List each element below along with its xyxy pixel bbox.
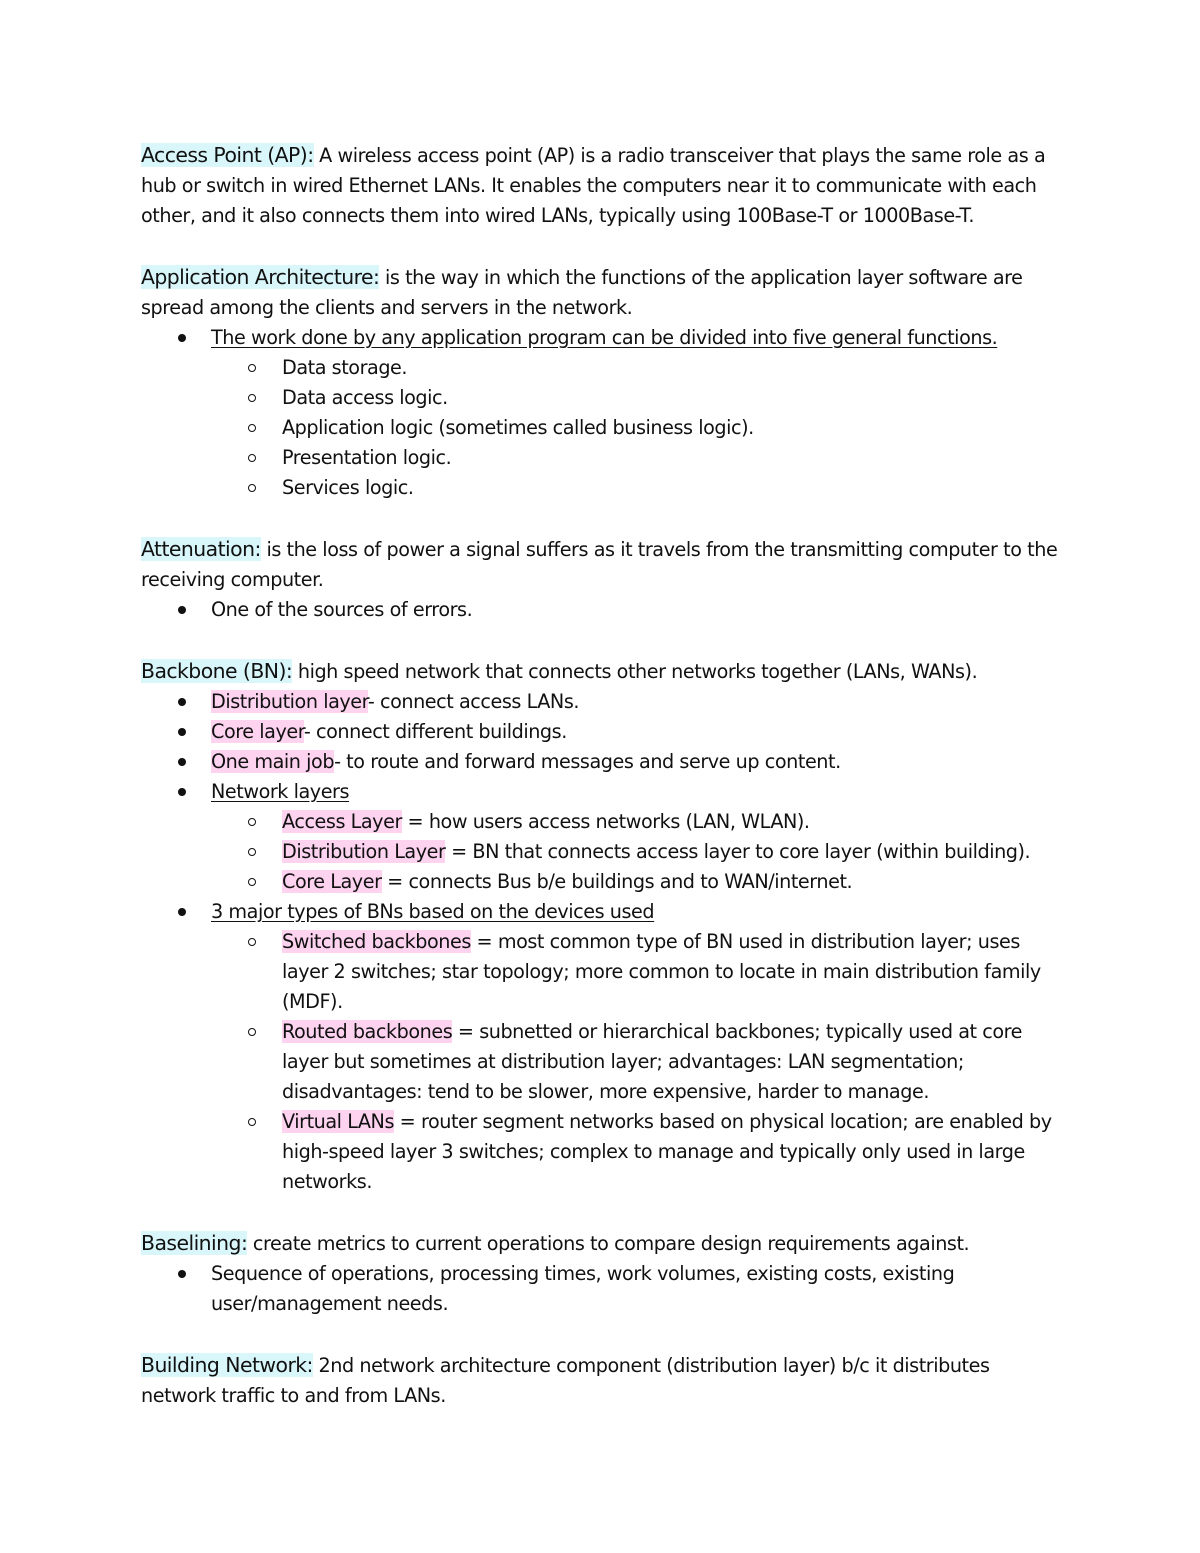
term-name: Application Architecture: [141, 265, 380, 289]
list-item-text: = connects Bus b/e buildings and to WAN/internet. [381, 870, 853, 893]
list-item-text: = BN that connects access layer to core layer (within building). [445, 840, 1031, 863]
list-item-bn-types [141, 897, 1061, 1197]
term-baselining [141, 1228, 1061, 1319]
sub-list-item [282, 837, 1061, 867]
document-page [141, 140, 1061, 1442]
term-application-architecture [141, 262, 1061, 503]
list-item-text: = most common type of BN used in distribution layer; uses layer 2 switches; star topology; more common to locate in main distribution family (MDF). [282, 930, 1041, 1013]
sub-list-item: Services logic. [282, 473, 1061, 503]
term-text: A wireless access point (AP) is a radio transceiver that plays the same role as a hub or switch in wired Ethernet LANs. It enables the computers near it to communicate with each other, and it also connects them into wired LANs, typically using 100Base-T or 1000Base-T. [141, 144, 1046, 227]
term-access-point [141, 140, 1061, 231]
term-attenuation [141, 534, 1061, 625]
list-item-network-layers [141, 777, 1061, 897]
term-name: Building Network: [141, 1353, 313, 1377]
term-name: Access Point (AP): [141, 143, 314, 167]
highlight-term: Distribution Layer [282, 840, 446, 863]
bullet-list [141, 687, 1061, 1197]
sub-list-item [282, 1017, 1061, 1107]
term-text: is the way in which the functions of the application layer software are spread among the clients and servers in the network. [141, 266, 1023, 319]
highlight-term: Routed backbones [282, 1020, 453, 1043]
list-item-text: = router segment networks based on physical location; are enabled by high-speed layer 3 switches; complex to manage and typically only used in large networks. [282, 1110, 1052, 1193]
highlight-term: Core Layer [282, 870, 382, 893]
sub-list [141, 353, 1061, 503]
term-name: Attenuation: [141, 537, 261, 561]
highlight-term: Core layer [211, 720, 304, 743]
sub-list-item [282, 927, 1061, 1017]
term-text: is the loss of power a signal suffers as it travels from the transmitting computer to the receiving computer. [141, 538, 1058, 591]
term-name: Backbone (BN): [141, 659, 293, 683]
sub-list [141, 927, 1061, 1197]
term-definition [141, 140, 1061, 231]
list-item-text: = how users access networks (LAN, WLAN). [401, 810, 810, 833]
sub-list-item: Application logic (sometimes called business logic). [282, 413, 1061, 443]
term-backbone [141, 656, 1061, 1197]
list-item-text: = subnetted or hierarchical backbones; typically used at core layer but sometimes at distribution layer; advantages: LAN segmentation; disadvantages: tend to be slower, more expensive, harder to manage. [282, 1020, 1023, 1103]
sub-list [141, 807, 1061, 897]
bullet-heading: Network layers [211, 780, 350, 803]
highlight-term: Access Layer [282, 810, 402, 833]
bullet-list [141, 1259, 1061, 1319]
list-item: One of the sources of errors. [141, 595, 1061, 625]
term-definition [141, 656, 1061, 687]
bullet-list [141, 323, 1061, 503]
sub-list-item: Data access logic. [282, 383, 1061, 413]
highlight-term: Switched backbones [282, 930, 471, 953]
term-building-network [141, 1350, 1061, 1411]
list-item-text: - connect access LANs. [367, 690, 580, 713]
term-text: create metrics to current operations to compare design requirements against. [247, 1232, 970, 1255]
term-text: high speed network that connects other networks together (LANs, WANs). [292, 660, 978, 683]
bullet-heading: The work done by any application program can be divided into five general functions. [211, 326, 998, 349]
sub-list-item [282, 807, 1061, 837]
list-item [141, 747, 1061, 777]
list-item [141, 717, 1061, 747]
list-item [141, 323, 1061, 503]
term-definition [141, 1350, 1061, 1411]
term-name: Baselining: [141, 1231, 248, 1255]
list-item-text: - connect different buildings. [303, 720, 567, 743]
list-item-text: - to route and forward messages and serve up content. [334, 750, 841, 773]
term-text: 2nd network architecture component (distribution layer) b/c it distributes network traffic to and from LANs. [141, 1354, 990, 1407]
list-item [141, 687, 1061, 717]
sub-list-item [282, 867, 1061, 897]
highlight-term: Virtual LANs [282, 1110, 395, 1133]
highlight-term: One main job [211, 750, 335, 773]
term-definition [141, 1228, 1061, 1259]
term-definition [141, 534, 1061, 595]
bullet-heading: 3 major types of BNs based on the devices used [211, 900, 655, 923]
sub-list-item: Presentation logic. [282, 443, 1061, 473]
term-definition [141, 262, 1061, 323]
sub-list-item [282, 1107, 1061, 1197]
sub-list-item: Data storage. [282, 353, 1061, 383]
bullet-list [141, 595, 1061, 625]
highlight-term: Distribution layer [211, 690, 368, 713]
list-item: Sequence of operations, processing times, work volumes, existing costs, existing user/management needs. [141, 1259, 1061, 1319]
